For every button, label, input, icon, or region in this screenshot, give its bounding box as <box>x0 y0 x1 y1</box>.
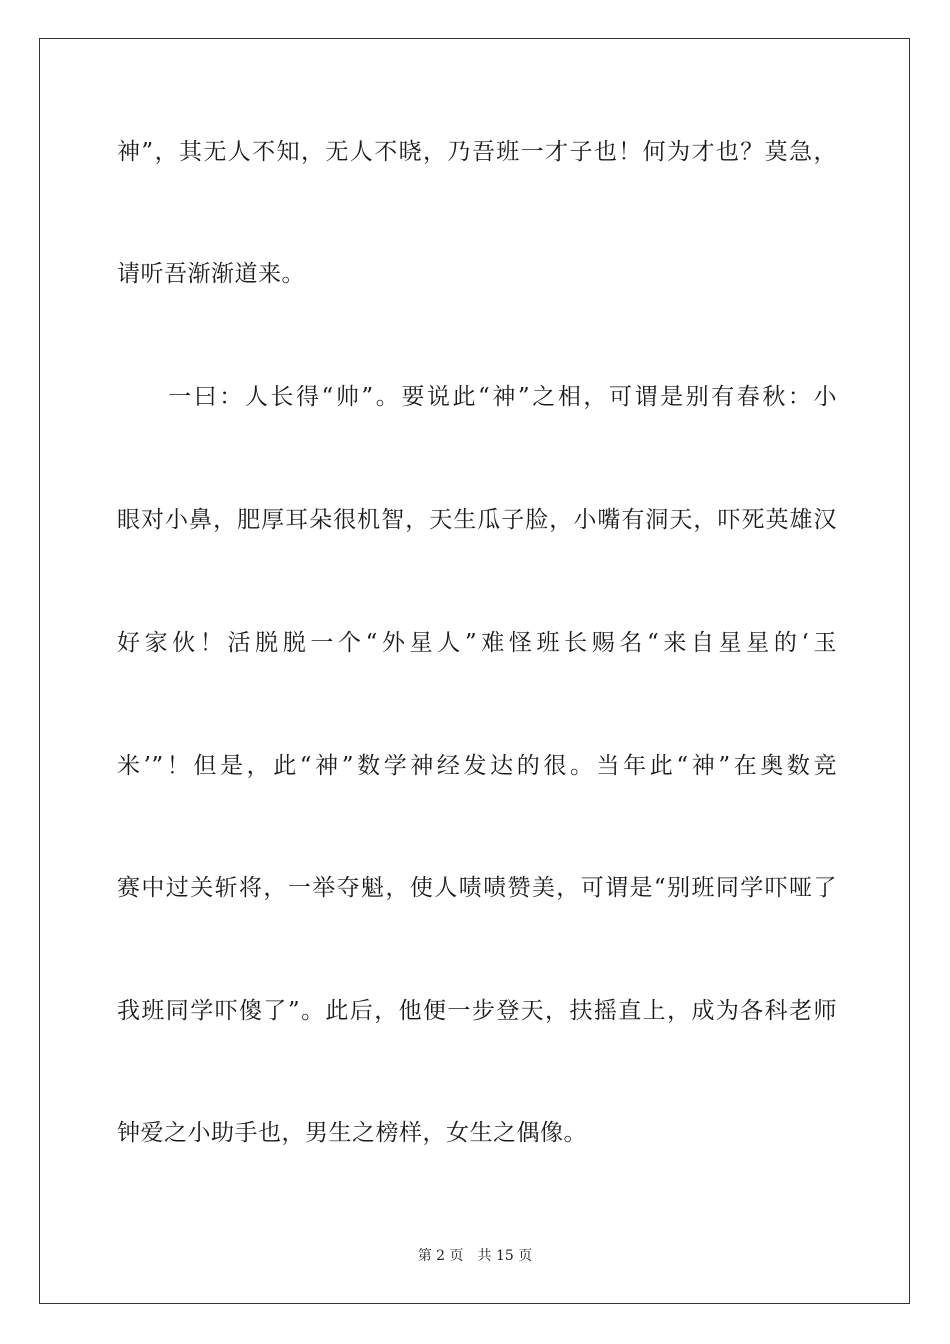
text-line-4: 眼对小鼻，肥厚耳朵很机智，天生瓜子脸，小嘴有洞天，吓死英雄汉 <box>117 507 837 533</box>
text-line-2: 请听吾渐渐道来。 <box>117 261 305 287</box>
text-line-1: 神”，其无人不知，无人不晓，乃吾班一才子也！何为才也？莫急， <box>117 139 837 165</box>
text-line-5: 好家伙！活脱脱一个“外星人”难怪班长赐名“来自星星的‘玉 <box>117 630 837 656</box>
page-footer <box>0 1247 950 1265</box>
text-line-8: 我班同学吓傻了”。此后，他便一步登天，扶摇直上，成为各科老师 <box>117 998 837 1024</box>
total-pages: 共 15 页 <box>477 1248 533 1264</box>
page-number: 第 2 页 <box>417 1248 464 1264</box>
page-border <box>39 38 910 1304</box>
text-line-3: 一曰：人长得“帅”。要说此“神”之相，可谓是别有春秋：小 <box>117 384 837 410</box>
text-line-9: 钟爱之小助手也，男生之榜样，女生之偶像。 <box>117 1120 587 1146</box>
text-line-7: 赛中过关斩将，一举夺魁，使人啧啧赞美，可谓是“别班同学吓哑了 <box>117 875 837 901</box>
text-line-6: 米’”！但是，此“神”数学神经发达的很。当年此“神”在奥数竞 <box>117 753 837 779</box>
